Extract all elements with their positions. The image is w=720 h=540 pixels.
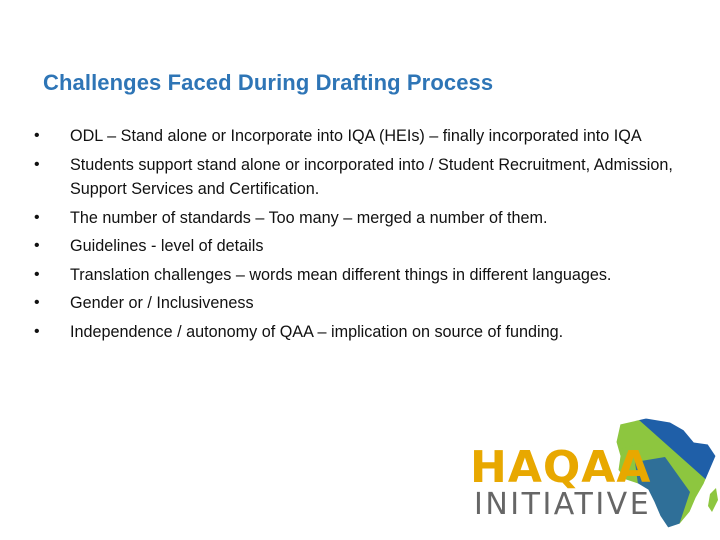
logo-subtitle: INITIATIVE: [474, 487, 652, 522]
bullet-text: Students support stand alone or incorporated into / Student Recruitment, Admission, Support Services and Certification.: [70, 155, 673, 198]
bullet-icon: •: [34, 208, 40, 226]
bullet-text: Gender or / Inclusiveness: [70, 294, 254, 312]
bullet-item: [34, 153, 674, 202]
bullet-text: ODL – Stand alone or Incorporate into IQA (HEIs) – finally incorporated into IQA: [70, 127, 642, 145]
bullet-item: [34, 206, 674, 231]
bullet-item: [34, 124, 674, 149]
haqaa-logo: [470, 412, 720, 537]
bullet-text: The number of standards – Too many – merged a number of them.: [70, 208, 548, 227]
bullet-icon: •: [34, 322, 40, 340]
bullet-icon: •: [34, 237, 40, 254]
bullet-item: [34, 263, 674, 288]
bullet-text: Guidelines - level of details: [70, 237, 264, 255]
slide-title: Challenges Faced During Drafting Process: [43, 70, 494, 95]
bullet-icon: •: [34, 155, 40, 173]
bullet-text: Translation challenges – words mean different things in different languages.: [70, 265, 612, 284]
bullet-item: [34, 320, 674, 345]
bullet-icon: •: [34, 294, 40, 311]
bullet-list: [34, 124, 674, 348]
bullet-text: Independence / autonomy of QAA – implication on source of funding.: [70, 322, 564, 341]
bullet-item: [34, 234, 674, 259]
bullet-item: [34, 291, 674, 316]
bullet-icon: •: [34, 265, 40, 283]
logo-wordmark: HAQAA: [470, 442, 652, 493]
bullet-icon: •: [34, 127, 40, 144]
